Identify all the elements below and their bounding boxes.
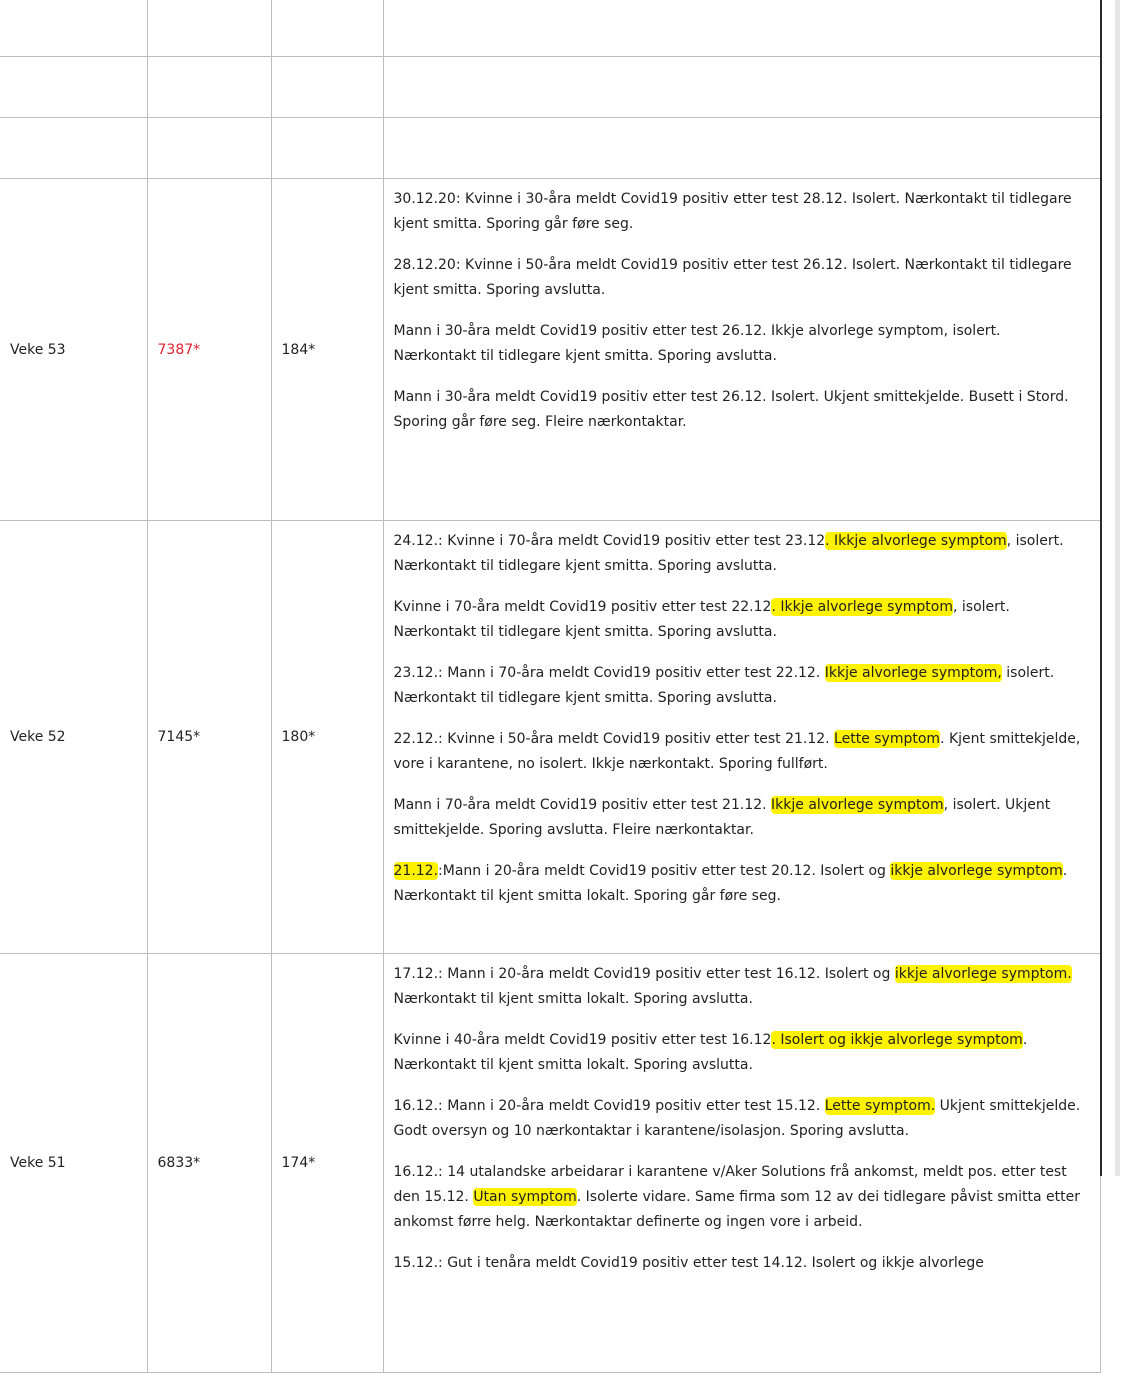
notes-cell <box>383 118 1100 179</box>
note-text: 17.12.: Mann i 20-åra meldt Covid19 positiv etter test 16.12. Isolert og <box>393 966 895 982</box>
notes-cell <box>383 0 1100 57</box>
note-text: Mann i 30-åra meldt Covid19 positiv etter test 26.12. Isolert. Ukjent smittekjelde. Busett i Stord. Sporing går føre seg. Fleire nærkontaktar. <box>393 389 1069 430</box>
per-capita-cell: 174* <box>271 954 383 1373</box>
note-text: Mann i 30-åra meldt Covid19 positiv etter test 26.12. Ikkje alvorlege symptom, isolert. Nærkontakt til tidlegare kjent smitta. Sporing avslutta. <box>393 323 1001 364</box>
note-paragraph <box>394 727 1086 777</box>
note-paragraph <box>394 1160 1086 1235</box>
week-cell: Veke 52 <box>0 521 147 954</box>
cases-cell: 7145* <box>147 521 271 954</box>
cases-cell <box>147 57 271 118</box>
note-text: , isolert. Nærkontakt til tidlegare kjent smitta. Sporing avslutta. <box>393 599 1010 640</box>
note-paragraph <box>394 859 1086 909</box>
note-text: :Mann i 20-åra meldt Covid19 positiv etter test 20.12. Isolert og <box>438 863 891 879</box>
highlighted-text: ikkje alvorlege symptom <box>890 863 1063 879</box>
note-text: . Nærkontakt til kjent smitta lokalt. Sporing går føre seg. <box>393 863 1068 904</box>
note-text: isolert. Nærkontakt til tidlegare kjent smitta. Sporing avslutta. <box>393 665 1055 706</box>
note-text: Mann i 70-åra meldt Covid19 positiv etter test 21.12. <box>393 797 772 813</box>
per-capita-cell <box>271 118 383 179</box>
note-text: , isolert. Ukjent smittekjelde. Sporing avslutta. Fleire nærkontaktar. <box>393 797 1051 838</box>
note-paragraph <box>394 661 1086 711</box>
per-capita-cell <box>271 57 383 118</box>
cases-cell: 6833* <box>147 954 271 1373</box>
table-row <box>0 954 1100 1373</box>
note-paragraph <box>394 385 1086 435</box>
note-text: . Isolerte vidare. Same firma som 12 av dei tidlegare påvist smitta etter ankomst førre helg. Nærkontaktar definerte og ingen vore i arbeid. <box>393 1189 1080 1230</box>
per-capita-cell: 180* <box>271 521 383 954</box>
note-paragraph <box>394 1028 1086 1078</box>
week-cell <box>0 0 147 57</box>
week-cell: Veke 53 <box>0 179 147 521</box>
note-text: 24.12.: Kvinne i 70-åra meldt Covid19 positiv etter test 23.12 <box>393 533 826 549</box>
table-row <box>0 57 1100 118</box>
per-capita-cell <box>271 0 383 57</box>
note-text: 28.12.20: Kvinne i 50-åra meldt Covid19 positiv etter test 26.12. Isolert. Nærkontakt til tidlegare kjent smitta. Sporing avslutta. <box>393 257 1072 298</box>
note-text: 30.12.20: Kvinne i 30-åra meldt Covid19 positiv etter test 28.12. Isolert. Nærkontakt til tidlegare kjent smitta. Sporing går føre seg. <box>393 191 1072 232</box>
table-row <box>0 521 1100 954</box>
highlighted-text: . Isolert og ikkje alvorlege symptom <box>771 1032 1023 1048</box>
note-text: . Nærkontakt til kjent smitta lokalt. Sporing avslutta. <box>393 1032 1028 1073</box>
note-text: 16.12.: 14 utalandske arbeidarar i karantene v/Aker Solutions frå ankomst, meldt pos. etter test den 15.12. <box>393 1164 1067 1205</box>
note-paragraph <box>394 1094 1086 1144</box>
note-paragraph <box>394 187 1086 237</box>
note-paragraph <box>394 529 1086 579</box>
notes-cell <box>383 954 1100 1373</box>
notes-cell <box>383 179 1100 521</box>
note-paragraph <box>394 962 1086 1012</box>
highlighted-text: Utan symptom <box>473 1189 577 1205</box>
cases-cell <box>147 0 271 57</box>
highlighted-text: Lette symptom <box>834 731 941 747</box>
notes-cell <box>383 57 1100 118</box>
note-paragraph <box>394 319 1086 369</box>
note-text: . Kjent smittekjelde, vore i karantene, no isolert. Ikkje nærkontakt. Sporing fullført. <box>393 731 1081 772</box>
note-text: Kvinne i 70-åra meldt Covid19 positiv etter test 22.12 <box>393 599 772 615</box>
table-row <box>0 179 1100 521</box>
highlighted-text: 21.12. <box>393 863 439 879</box>
note-text: Kvinne i 40-åra meldt Covid19 positiv etter test 16.12 <box>393 1032 772 1048</box>
note-paragraph <box>394 595 1086 645</box>
note-text: 23.12.: Mann i 70-åra meldt Covid19 positiv etter test 22.12. <box>393 665 825 681</box>
note-text: , isolert. Nærkontakt til tidlegare kjent smitta. Sporing avslutta. <box>393 533 1064 574</box>
note-text: Nærkontakt til kjent smitta lokalt. Sporing avslutta. <box>393 991 753 1007</box>
highlighted-text: Ikkje alvorlege symptom <box>771 797 944 813</box>
highlighted-text: ikkje alvorlege symptom. <box>894 966 1072 982</box>
table-row <box>0 118 1100 179</box>
per-capita-cell: 184* <box>271 179 383 521</box>
highlighted-text: Lette symptom. <box>824 1098 936 1114</box>
note-paragraph <box>394 253 1086 303</box>
scrollbar-rail[interactable] <box>1115 0 1120 1176</box>
note-paragraph <box>394 1251 1086 1276</box>
week-cell <box>0 57 147 118</box>
note-text: 16.12.: Mann i 20-åra meldt Covid19 positiv etter test 15.12. <box>393 1098 825 1114</box>
week-cell <box>0 118 147 179</box>
highlighted-text: . Ikkje alvorlege symptom <box>825 533 1007 549</box>
table-row <box>0 0 1100 57</box>
note-text: Ukjent smittekjelde. Godt oversyn og 10 nærkontaktar i karantene/isolasjon. Sporing avslutta. <box>393 1098 1081 1139</box>
note-text: 22.12.: Kvinne i 50-åra meldt Covid19 positiv etter test 21.12. <box>393 731 835 747</box>
notes-cell <box>383 521 1100 954</box>
cases-cell: 7387* <box>147 179 271 521</box>
cases-cell <box>147 118 271 179</box>
highlighted-text: Ikkje alvorlege symptom, <box>824 665 1002 681</box>
note-paragraph <box>394 793 1086 843</box>
note-text: 15.12.: Gut i tenåra meldt Covid19 positiv etter test 14.12. Isolert og ikkje alvorlege <box>393 1255 984 1271</box>
highlighted-text: . Ikkje alvorlege symptom <box>771 599 953 615</box>
week-cell: Veke 51 <box>0 954 147 1373</box>
